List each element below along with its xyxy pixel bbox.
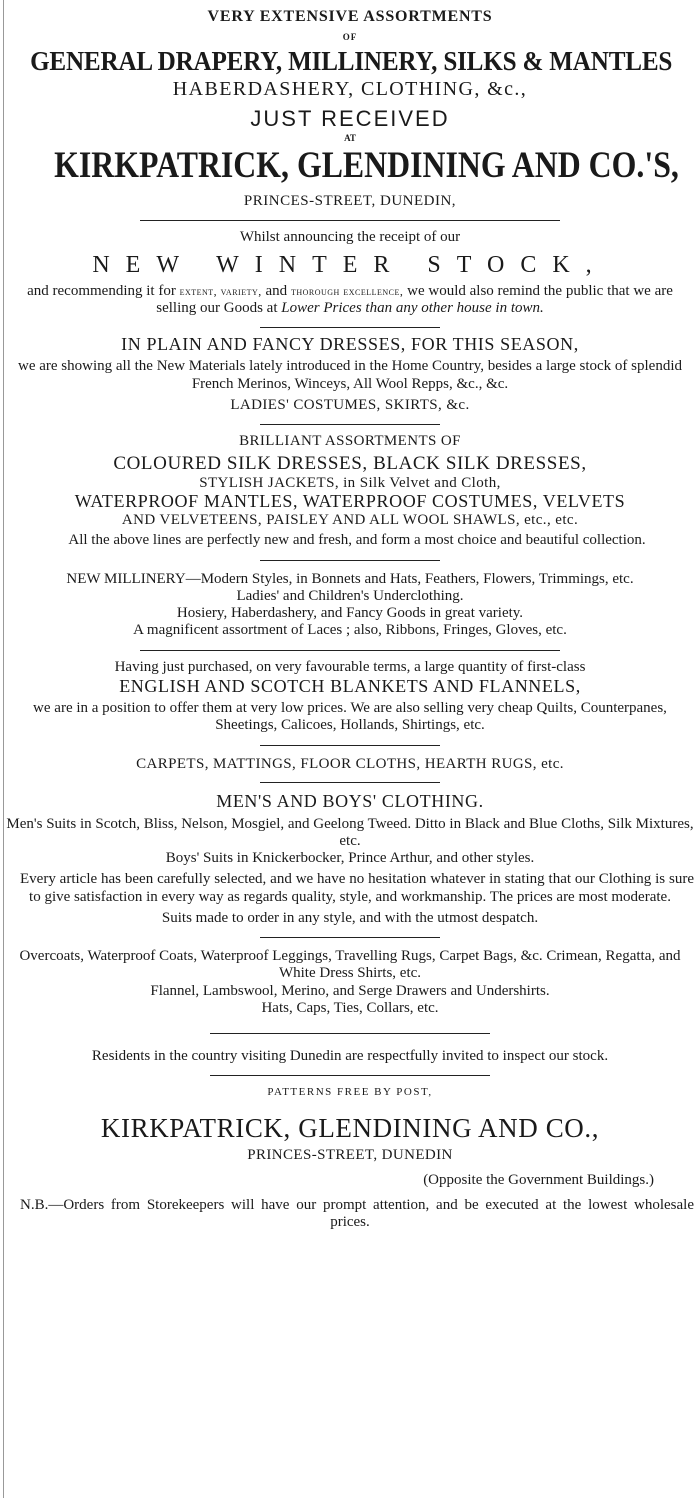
footer-firm-name: KIRKPATRICK, GLENDINING AND CO., [100, 1112, 600, 1143]
new-stock-heading: NEW WINTER STOCK, [92, 251, 608, 278]
dresses-body: we are showing all the New Materials lately introduced in the Home Country, besides a large stock of splendid French Merinos, Winceys, All Wool Repps, &c., &c. [18, 358, 682, 392]
carpets-line: CARPETS, MATTINGS, FLOOR CLOTHS, HEARTH RUGS, etc. [136, 755, 564, 772]
clothing-line-2: Boys' Suits in Knickerbocker, Prince Arthur, and other styles. [165, 850, 535, 867]
divider [210, 1075, 490, 1076]
divider [260, 424, 440, 425]
clothing-suits: Suits made to order in any style, and with the utmost despatch. [161, 909, 539, 926]
dresses-heading: IN PLAIN AND FANCY DRESSES, FOR THIS SEASON, [121, 334, 579, 355]
divider [260, 745, 440, 746]
recommend-a: and recommending it for [27, 282, 176, 299]
announce-line: Whilst announcing the receipt of our [239, 228, 461, 245]
silks-line-1: COLOURED SILK DRESSES, BLACK SILK DRESSES, [113, 453, 587, 475]
overcoats-line-1: Overcoats, Waterproof Coats, Waterproof Leggings, Travelling Rugs, Carpet Bags, &c. Crimean, Regatta, and White Dress Shirts, etc. [19, 948, 681, 982]
millinery-line-2: Ladies' and Children's Underclothing. [236, 587, 464, 604]
blankets-body: we are in a position to offer them at very low prices. We are also selling very cheap Quilts, Counterpanes, Sheetings, Calicoes, Hollands, Shirtings, etc. [33, 700, 667, 734]
recommend-e: we would also remind the public that we are selling our Goods at [156, 282, 673, 316]
header-at: AT [344, 133, 356, 144]
clothing-body: Every article has been carefully selected, and we have no hesitation whatever in stating that our Clothing is sure to give satisfaction in every way as regards quality, style, and workmanship. The prices are most moderate. [20, 871, 694, 905]
millinery-line-3: Hosiery, Haberdashery, and Fancy Goods in great variety. [176, 605, 524, 622]
millinery-line-1: NEW MILLINERY—Modern Styles, in Bonnets and Hats, Feathers, Flowers, Trimmings, etc. [66, 570, 634, 587]
recommend-paragraph [6, 283, 694, 318]
overcoats-line-2: Flannel, Lambswool, Merino, and Serge Drawers and Undershirts. [150, 982, 550, 999]
recommend-b: extent, variety, [179, 283, 262, 298]
silks-line-4: AND VELVETEENS, PAISLEY AND ALL WOOL SHAWLS, etc., etc. [121, 511, 579, 528]
overcoats-line-3: Hats, Caps, Ties, Collars, etc. [261, 999, 439, 1016]
footer-address: PRINCES-STREET, DUNEDIN [247, 1146, 453, 1163]
footer-nb: N.B.—Orders from Storekeepers will have our prompt attention, and be executed at the lowest wholesale prices. [20, 1196, 694, 1231]
recommend-d: thorough excellence, [290, 283, 404, 298]
divider [260, 937, 440, 938]
silks-heading: BRILLIANT ASSORTMENTS OF [239, 432, 461, 449]
footer-opposite: (Opposite the Government Buildings.) [423, 1171, 654, 1188]
divider [260, 782, 440, 783]
divider [210, 1033, 490, 1034]
silks-line-2: STYLISH JACKETS, in Silk Velvet and Cloth, [199, 474, 501, 491]
recommend-f: Lower Prices than any other house in town. [281, 299, 544, 316]
silks-body: All the above lines are perfectly new and fresh, and form a most choice and beautiful collection. [68, 532, 646, 549]
divider [140, 650, 560, 651]
residents-line: Residents in the country visiting Dunedin are respectfully invited to inspect our stock. [91, 1048, 609, 1065]
header-line-4: JUST RECEIVED [250, 105, 450, 131]
patterns-line: PATTERNS FREE BY POST, [267, 1086, 433, 1099]
blankets-heading: ENGLISH AND SCOTCH BLANKETS AND FLANNELS, [119, 675, 581, 696]
clothing-line-1: Men's Suits in Scotch, Bliss, Nelson, Mosgiel, and Geelong Tweed. Ditto in Black and Blue Cloths, Silk Mixtures, etc. [6, 815, 694, 849]
costumes-line: LADIES' COSTUMES, SKIRTS, &c. [230, 396, 470, 413]
header-line-1: VERY EXTENSIVE ASSORTMENTS [207, 8, 493, 25]
divider [260, 327, 440, 328]
divider [260, 560, 440, 561]
silks-line-3: WATERPROOF MANTLES, WATERPROOF COSTUMES, VELVETS [74, 491, 626, 512]
firm-name: KIRKPATRICK, GLENDINING AND CO.'S, [54, 145, 679, 187]
clothing-heading: MEN'S AND BOYS' CLOTHING. [216, 791, 484, 812]
header-line-3: HABERDASHERY, CLOTHING, &c., [172, 78, 528, 101]
header-line-2: GENERAL DRAPERY, MILLINERY, SILKS & MANTLES [30, 45, 673, 76]
header-of: OF [342, 31, 358, 42]
recommend-c: and [265, 282, 288, 299]
divider [140, 220, 560, 221]
millinery-line-4: A magnificent assortment of Laces ; also, Ribbons, Fringes, Gloves, etc. [133, 622, 567, 639]
blankets-line-1: Having just purchased, on very favourable terms, a large quantity of first-class [114, 658, 586, 675]
firm-address: PRINCES-STREET, DUNEDIN, [243, 192, 457, 209]
